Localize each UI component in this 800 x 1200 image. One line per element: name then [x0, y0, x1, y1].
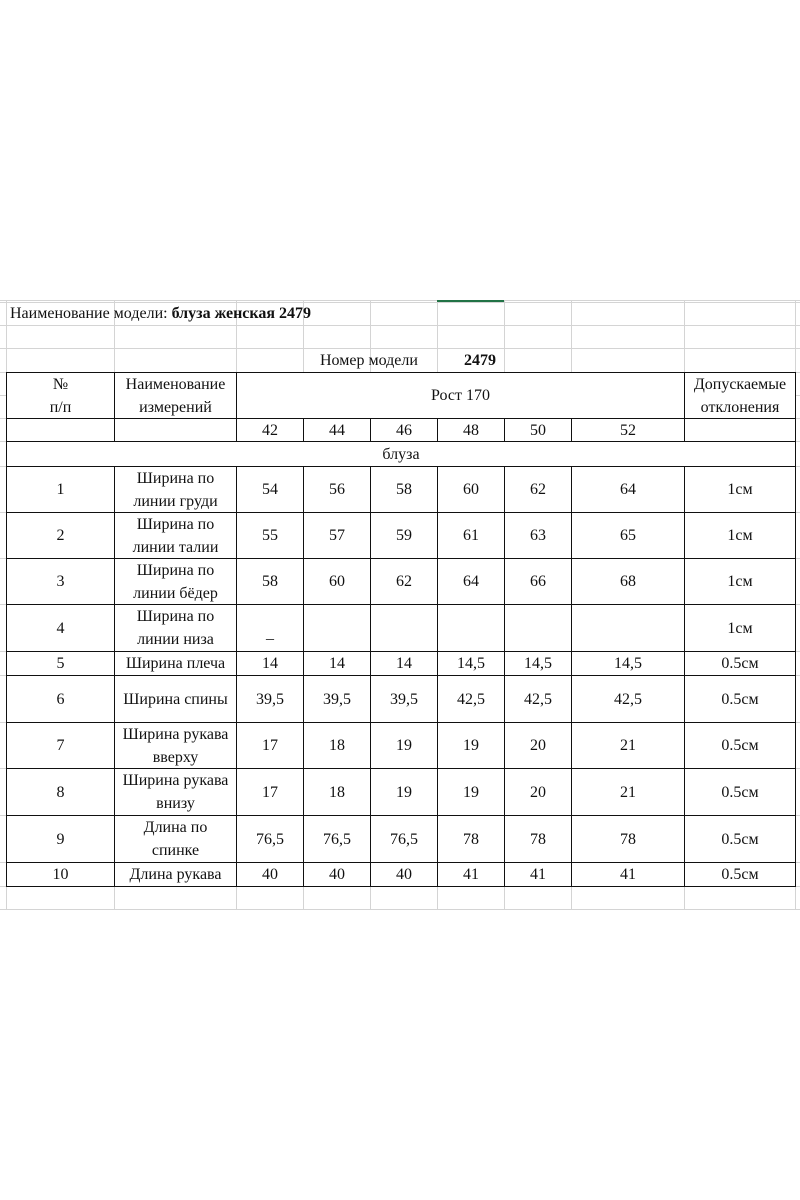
measurement-value-cell[interactable] [303, 722, 371, 769]
measurement-value-cell[interactable] [571, 466, 685, 513]
measurement-value-cell[interactable] [236, 862, 304, 887]
tolerance-cell[interactable] [684, 604, 796, 652]
measurement-value-cell[interactable] [370, 558, 438, 605]
tolerance-cell[interactable] [684, 558, 796, 605]
measurement-value: 66 [530, 573, 546, 590]
measurement-value-cell[interactable] [504, 722, 572, 769]
size-header-cell[interactable] [437, 418, 505, 442]
measurement-value: 19 [396, 783, 412, 801]
measurement-value-cell[interactable] [504, 815, 572, 863]
measurement-value: 59 [396, 527, 412, 544]
measurement-value-cell[interactable] [504, 512, 572, 559]
measurement-name[interactable] [114, 604, 237, 652]
measurement-value-cell[interactable] [303, 815, 371, 863]
measurement-value: 17 [262, 783, 278, 801]
measurement-name-line2: спинке [151, 842, 200, 859]
size-header-cell[interactable] [504, 418, 572, 442]
measurement-value-cell[interactable] [571, 768, 685, 816]
measurement-name[interactable] [114, 558, 237, 605]
measurement-value-cell[interactable] [303, 768, 371, 816]
measurement-value: 78 [620, 830, 636, 848]
measurement-value-cell[interactable] [437, 862, 505, 887]
tolerance-cell[interactable] [684, 768, 796, 816]
row-number-text: 4 [56, 619, 65, 637]
row-number[interactable] [6, 722, 115, 769]
measurement-value-cell[interactable] [236, 722, 304, 769]
measurement-value-cell[interactable] [236, 651, 304, 676]
measurement-value: _ [266, 625, 274, 642]
size-header-cell[interactable] [571, 418, 685, 442]
measurement-name[interactable] [114, 722, 237, 769]
row-number[interactable] [6, 675, 115, 723]
measurement-name-line1: Ширина по [136, 608, 215, 625]
tolerance-cell[interactable] [684, 862, 796, 887]
measurement-value: 14,5 [457, 655, 485, 672]
measurement-name-line1: Ширина рукава [122, 772, 229, 789]
measurement-name-line2: внизу [156, 795, 195, 812]
measurement-value: 39,5 [256, 690, 284, 708]
measurement-value: 40 [329, 866, 345, 883]
measurement-value: 68 [620, 573, 636, 590]
measurement-value: 21 [620, 737, 636, 754]
measurement-name-line1: Ширина плеча [125, 655, 226, 672]
size-label: 52 [620, 421, 636, 439]
measurement-value-cell[interactable] [437, 604, 505, 652]
tolerance-value: 0.5см [721, 655, 759, 672]
header-tolerance[interactable] [684, 372, 796, 419]
row-number[interactable] [6, 862, 115, 887]
tolerance-value: 1см [727, 481, 753, 498]
measurement-value: 19 [463, 783, 479, 801]
measurement-value-cell[interactable] [437, 768, 505, 816]
tolerance-value: 0.5см [721, 866, 759, 883]
measurement-value-cell[interactable] [236, 512, 304, 559]
gridline-horizontal [0, 325, 800, 326]
measurement-value-cell[interactable] [571, 722, 685, 769]
selected-cell-indicator[interactable] [437, 300, 504, 302]
row-number[interactable] [6, 604, 115, 652]
tolerance-cell[interactable] [684, 466, 796, 513]
measurement-value: 14 [396, 655, 412, 672]
row-number-text: 1 [56, 481, 65, 498]
measurement-value: 60 [329, 573, 345, 590]
row-number-text: 2 [56, 527, 65, 544]
measurement-name-line2: вверху [152, 748, 199, 766]
measurement-value: 14,5 [524, 655, 552, 672]
model-name-label: Наименование модели: [10, 305, 168, 322]
measurement-value-cell[interactable] [370, 862, 438, 887]
header-height[interactable] [236, 372, 685, 419]
measurement-value-cell[interactable] [370, 675, 438, 723]
measurement-value-cell[interactable] [370, 651, 438, 676]
measurement-value-cell[interactable] [370, 466, 438, 513]
gridline-horizontal [0, 300, 800, 301]
measurement-value-cell[interactable] [571, 815, 685, 863]
measurement-value-cell[interactable] [504, 651, 572, 676]
measurement-value-cell[interactable] [571, 558, 685, 605]
measurement-name-line2: линии низа [137, 631, 214, 648]
measurement-value-cell[interactable] [236, 768, 304, 816]
measurement-value: 76,5 [256, 830, 284, 848]
measurement-name[interactable] [114, 675, 237, 723]
header-tolerance-line1: Допускаемые [693, 375, 787, 393]
tolerance-cell[interactable] [684, 722, 796, 769]
size-label: 48 [463, 421, 479, 439]
measurement-value: 18 [329, 783, 345, 801]
measurement-value: 41 [530, 866, 546, 883]
measurement-value-cell[interactable] [437, 722, 505, 769]
measurement-value: 20 [530, 783, 546, 801]
size-header-cell[interactable] [236, 418, 304, 442]
measurement-value: 19 [396, 737, 412, 754]
measurement-value: 64 [463, 573, 479, 590]
header-tolerance-line2: отклонения [700, 398, 780, 416]
measurement-value-cell[interactable] [571, 862, 685, 887]
measurement-value: 76,5 [323, 830, 351, 848]
measurement-value: 61 [463, 527, 479, 544]
measurement-value-cell[interactable] [437, 558, 505, 605]
measurement-value-cell[interactable] [236, 604, 304, 652]
measurement-value: 57 [329, 527, 345, 544]
measurement-value: 21 [620, 783, 636, 801]
measurement-value: 14,5 [614, 655, 642, 672]
measurement-value: 65 [620, 527, 636, 544]
measurement-value: 17 [262, 737, 278, 754]
size-header-cell[interactable] [370, 418, 438, 442]
measurement-value: 55 [262, 527, 278, 544]
measurement-value-cell[interactable] [571, 675, 685, 723]
measurement-value: 39,5 [323, 690, 351, 708]
measurement-value-cell[interactable] [504, 466, 572, 513]
size-row-blank-number[interactable] [6, 418, 115, 442]
model-number-value: 2479 [464, 352, 496, 369]
measurement-value: 58 [396, 481, 412, 498]
measurement-value-cell[interactable] [571, 604, 685, 652]
header-number-line1: № [52, 375, 69, 393]
measurement-value: 62 [396, 573, 412, 590]
measurement-value-cell[interactable] [370, 604, 438, 652]
header-name-line1: Наименование [125, 375, 226, 393]
measurement-name-line1: Длина рукава [129, 866, 222, 883]
measurement-value-cell[interactable] [303, 862, 371, 887]
tolerance-cell[interactable] [684, 815, 796, 863]
measurement-value-cell[interactable] [236, 815, 304, 863]
measurement-name[interactable] [114, 815, 237, 863]
header-measurement-name[interactable] [114, 372, 237, 419]
measurement-value-cell[interactable] [571, 512, 685, 559]
measurement-value-cell[interactable] [236, 675, 304, 723]
tolerance-cell[interactable] [684, 512, 796, 559]
row-number[interactable] [6, 815, 115, 863]
measurement-value-cell[interactable] [504, 558, 572, 605]
measurement-value-cell[interactable] [437, 512, 505, 559]
tolerance-cell[interactable] [684, 675, 796, 723]
measurement-value-cell[interactable] [370, 815, 438, 863]
header-height-label: Рост 170 [431, 387, 490, 404]
section-label: блуза [382, 445, 420, 463]
header-number-line2: п/п [49, 398, 72, 416]
row-number[interactable] [6, 558, 115, 605]
tolerance-value: 1см [727, 527, 753, 544]
size-header-cell[interactable] [303, 418, 371, 442]
gridline-horizontal [0, 909, 800, 910]
tolerance-value: 0.5см [721, 783, 759, 801]
measurement-value-cell[interactable] [303, 512, 371, 559]
row-number[interactable] [6, 512, 115, 559]
measurement-value: 58 [262, 573, 278, 590]
tolerance-value: 0.5см [721, 830, 759, 848]
measurement-value: 62 [530, 481, 546, 498]
measurement-name[interactable] [114, 651, 237, 676]
measurement-value: 76,5 [390, 830, 418, 848]
measurement-value: 60 [463, 481, 479, 498]
measurement-name-line2: линии талии [132, 538, 219, 556]
tolerance-value: 0.5см [721, 690, 759, 708]
measurement-value: 40 [396, 866, 412, 883]
measurement-value: 78 [530, 830, 546, 848]
measurement-value-cell[interactable] [370, 722, 438, 769]
measurement-name-line1: Ширина по [136, 469, 215, 487]
tolerance-value: 0.5см [721, 737, 759, 754]
measurement-name[interactable] [114, 862, 237, 887]
measurement-value: 42,5 [614, 690, 642, 708]
tolerance-cell[interactable] [684, 651, 796, 676]
measurement-value-cell[interactable] [437, 651, 505, 676]
measurement-value-cell[interactable] [437, 815, 505, 863]
row-number[interactable] [6, 651, 115, 676]
size-row-blank-name[interactable] [114, 418, 237, 442]
measurement-name-line1: Ширина по [136, 515, 215, 533]
measurement-value: 14 [262, 655, 278, 672]
model-name-value: блуза женская 2479 [171, 305, 312, 322]
measurement-name-line1: Ширина по [136, 561, 215, 579]
tolerance-value: 1см [727, 619, 753, 637]
row-number-text: 8 [56, 783, 65, 801]
measurement-value: 18 [329, 737, 345, 754]
row-number[interactable] [6, 768, 115, 816]
row-number-text: 7 [56, 737, 65, 754]
measurement-value: 54 [262, 481, 278, 498]
measurement-value: 40 [262, 866, 278, 883]
size-label: 42 [262, 421, 278, 439]
measurement-value: 64 [620, 481, 636, 498]
row-number[interactable] [6, 466, 115, 513]
measurement-value: 78 [463, 830, 479, 848]
size-row-blank-tolerance[interactable] [684, 418, 796, 442]
header-number[interactable] [6, 372, 115, 419]
row-number-text: 6 [56, 690, 65, 708]
measurement-value-cell[interactable] [303, 604, 371, 652]
measurement-value-cell[interactable] [370, 768, 438, 816]
measurement-value-cell[interactable] [437, 466, 505, 513]
measurement-value-cell[interactable] [303, 675, 371, 723]
row-number-text: 5 [56, 655, 65, 672]
measurement-value: 41 [463, 866, 479, 883]
measurement-value: 14 [329, 655, 345, 672]
measurement-value-cell[interactable] [437, 675, 505, 723]
measurement-value-cell[interactable] [504, 604, 572, 652]
row-number-text: 3 [56, 573, 65, 590]
measurement-value: 42,5 [457, 690, 485, 708]
header-name-line2: измерений [139, 398, 212, 416]
measurement-name-line1: Ширина спины [123, 690, 228, 708]
measurement-value-cell[interactable] [504, 768, 572, 816]
section-row[interactable] [6, 441, 796, 467]
measurement-name[interactable] [114, 768, 237, 816]
measurement-value-cell[interactable] [236, 466, 304, 513]
measurement-name[interactable] [114, 512, 237, 559]
measurement-value: 19 [463, 737, 479, 754]
measurement-value-cell[interactable] [303, 651, 371, 676]
model-number-label: Номер модели [320, 352, 418, 369]
measurement-value: 63 [530, 527, 546, 544]
measurement-name-line2: линии бёдер [133, 584, 218, 602]
tolerance-value: 1см [727, 573, 753, 590]
row-number-text: 9 [56, 830, 65, 848]
measurement-value-cell[interactable] [303, 558, 371, 605]
measurement-name-line2: линии груди [133, 492, 218, 510]
measurement-value: 39,5 [390, 690, 418, 708]
measurement-value: 56 [329, 481, 345, 498]
size-label: 44 [329, 421, 345, 439]
measurement-value-cell[interactable] [236, 558, 304, 605]
measurement-name-line1: Длина по [143, 819, 208, 836]
measurement-value-cell[interactable] [571, 651, 685, 676]
measurement-name[interactable] [114, 466, 237, 513]
measurement-value-cell[interactable] [504, 862, 572, 887]
measurement-value-cell[interactable] [504, 675, 572, 723]
size-label: 46 [396, 421, 412, 439]
measurement-value: 41 [620, 866, 636, 883]
model-name-title [10, 302, 311, 325]
measurement-value: 42,5 [524, 690, 552, 708]
measurement-name-line1: Ширина рукава [122, 725, 229, 743]
size-label: 50 [530, 421, 546, 439]
measurement-value-cell[interactable] [303, 466, 371, 513]
measurement-value: 20 [530, 737, 546, 754]
measurement-value-cell[interactable] [370, 512, 438, 559]
row-number-text: 10 [52, 866, 69, 883]
